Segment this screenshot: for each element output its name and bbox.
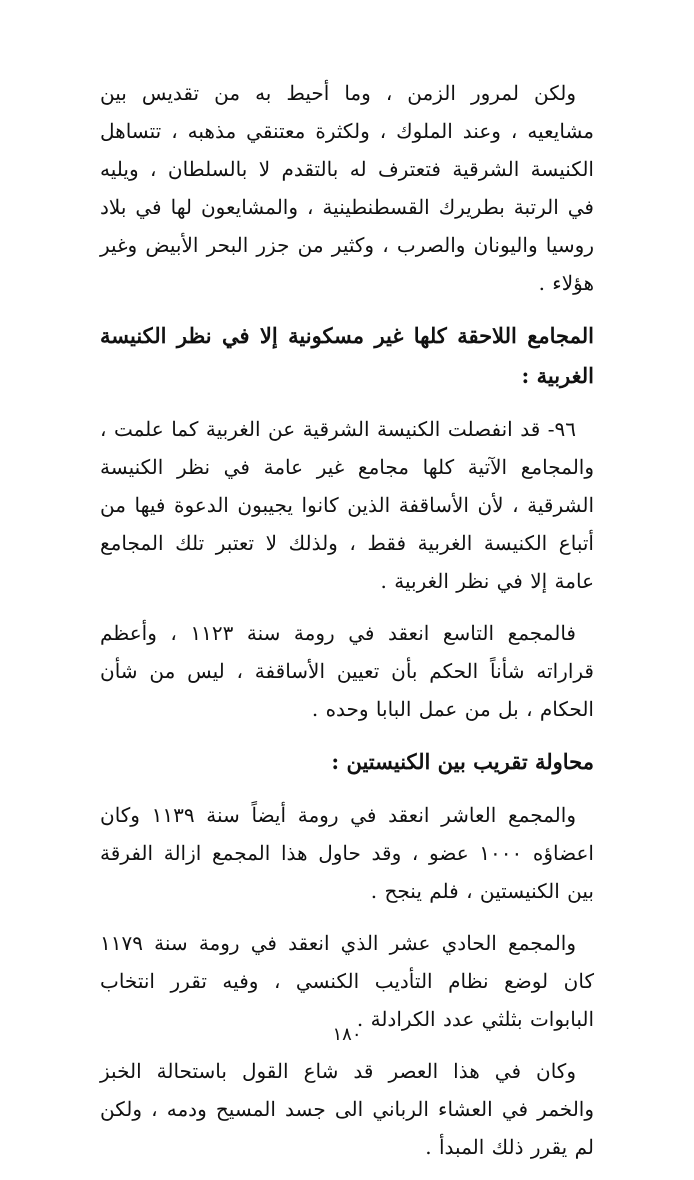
paragraph-rome-primacy: ولكن لمرور الزمن ، وما أحيط به من تقديس بين مشايعيه ، وعند الملوك ، ولكثرة معتنقي مذهبه ، تتساهل الكنيسة الشرقية فتعترف له بالتقدم لا بالسلطان ، ويليه في الرتبة بطريرك القسطنطينية ، والمشايعون لها في بلاد روسيا واليونان والصرب ، وكثير من جزر البحر الأبيض وغير هؤلاء .	[100, 81, 594, 295]
paragraph-ninth-council: فالمجمع التاسع انعقد في رومة سنة ١١٢٣ ، وأعظم قراراته شأناً الحكم بأن تعيين الأساقفة ، ليس من شأن الحكام ، بل من عمل البابا وحده .	[100, 621, 594, 721]
section-heading-later-councils: المجامع اللاحقة كلها غير مسكونية إلا في نظر الكنيسة الغربية :	[100, 323, 594, 388]
paragraph-tenth-council: والمجمع العاشر انعقد في رومة أيضاً سنة ١١٣٩ وكان اعضاؤه ١٠٠٠ عضو ، وقد حاول هذا المجمع ازالة الفرقة بين الكنيستين ، فلم ينجح .	[100, 803, 594, 903]
paragraph-transubstantiation: وكان في هذا العصر قد شاع القول باستحالة الخبز والخمر في العشاء الرباني الى جسد المسيح ودمه ، ولكن لم يقرر ذلك المبدأ .	[100, 1059, 594, 1159]
paragraph-eleventh-council: والمجمع الحادي عشر الذي انعقد في رومة سنة ١١٧٩ كان لوضع نظام التأديب الكنسي ، وفيه تقرر انتخاب البابوات بثلثي عدد الكرادلة .	[100, 931, 594, 1031]
paragraph-96-separation: ٩٦- قد انفصلت الكنيسة الشرقية عن الغربية كما علمت ، والمجامع الآتية كلها مجامع غير عامة في نظر الكنيسة الشرقية ، لأن الأساقفة الذين كانوا يجيبون الدعوة فيها من أتباع الكنيسة الغربية فقط ، ولذلك لا تعتبر تلك المجامع عامة إلا في نظر الغربية .	[100, 417, 595, 593]
page-body	[100, 74, 594, 1180]
section-heading-reconciliation: محاولة تقريب بين الكنيستين :	[331, 749, 594, 774]
page-number: ١٨٠	[332, 1024, 362, 1045]
